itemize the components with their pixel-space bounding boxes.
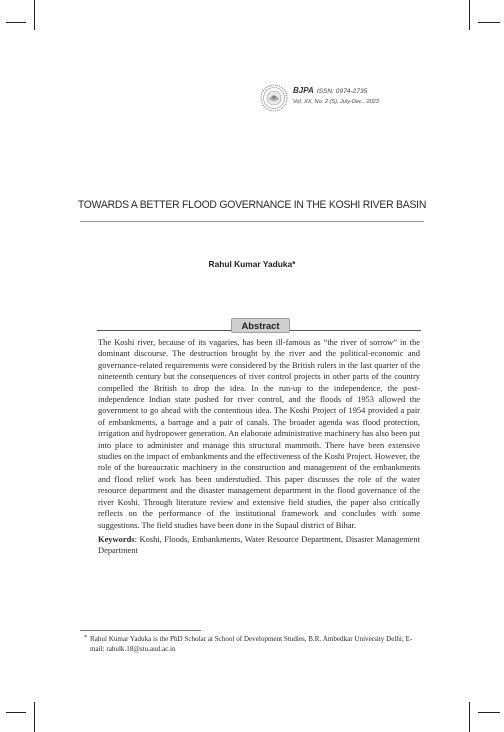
footnote [84, 634, 424, 654]
keywords [98, 534, 420, 557]
keywords-text: : Koshi, Floods, Embankments, Water Resource Department, Disaster Management Department [98, 533, 420, 556]
crop-mark-top-left-h [6, 22, 26, 23]
journal-name: BJPA [293, 86, 314, 95]
crop-mark-bottom-right-v [469, 702, 470, 732]
journal-info [293, 86, 379, 107]
article-author: Rahul Kumar Yaduka* [208, 259, 296, 269]
journal-seal-icon [260, 84, 288, 112]
abstract-text: The Koshi river, because of its vagaries, has been ill-famous as “the river of sorrow” in the dominant discourse. The destruction brought by the river and the political-economic and governance-related requirements were considered by the British rulers in the last quarter of the nineteenth century but the consequences of river control projects in other parts of the country compelled the British to drop the idea. In the run-up to the independence, the post-independence Indian state pushed for river control, and the floods of 1953 allowed the government to go ahead with the contentious idea. The Koshi Project of 1954 provided a pair of embankments, a barrage and a pair of canals. The broader agenda was flood protection, irrigation and hydropower generation. An elaborate administrative machinery has also been put into place to administer and manage this structural mammoth. There have been extensive studies on the impact of embankments and the effectiveness of the Koshi Project. However, the role of the bureaucratic machinery in the construction and management of the embankments and flood relief work has been understudied. This paper discusses the role of the water resource department and the disaster management department in the flood governance of the river Koshi. Through literature review and extensive field studies, the paper also critically reflects on the performance of the institutional framework and concludes with some suggestions. The field studies have been done in the Supaul district of Bihar. [98, 337, 420, 530]
crop-mark-top-left-v [34, 0, 35, 30]
abstract-body [98, 337, 420, 557]
abstract-heading: Abstract [231, 318, 290, 333]
footnote-mark: * [84, 634, 88, 641]
journal-volume: Vol. XX, No. 2 (S), July-Dec., 2023 [293, 99, 379, 105]
crop-mark-bottom-left-v [34, 702, 35, 732]
footnote-text: Rahul Kumar Yaduka is the PhD Scholar at School of Development Studies, B.R. Ambedkar University Delhi; E-mail: rahulk.18@stu.aud.ac.in [90, 635, 413, 653]
crop-mark-top-right-v [469, 0, 470, 30]
crop-mark-bottom-right-h [478, 712, 500, 713]
title-rule [80, 221, 424, 222]
footnote-rule [80, 630, 201, 631]
journal-issn: ISSN: 0974-2735 [316, 88, 368, 95]
crop-mark-top-right-h [478, 22, 500, 23]
crop-mark-bottom-left-h [6, 712, 26, 713]
article-title: TOWARDS A BETTER FLOOD GOVERNANCE IN THE KOSHI RIVER BASIN [77, 199, 427, 211]
keywords-label: Keywords [98, 533, 135, 544]
